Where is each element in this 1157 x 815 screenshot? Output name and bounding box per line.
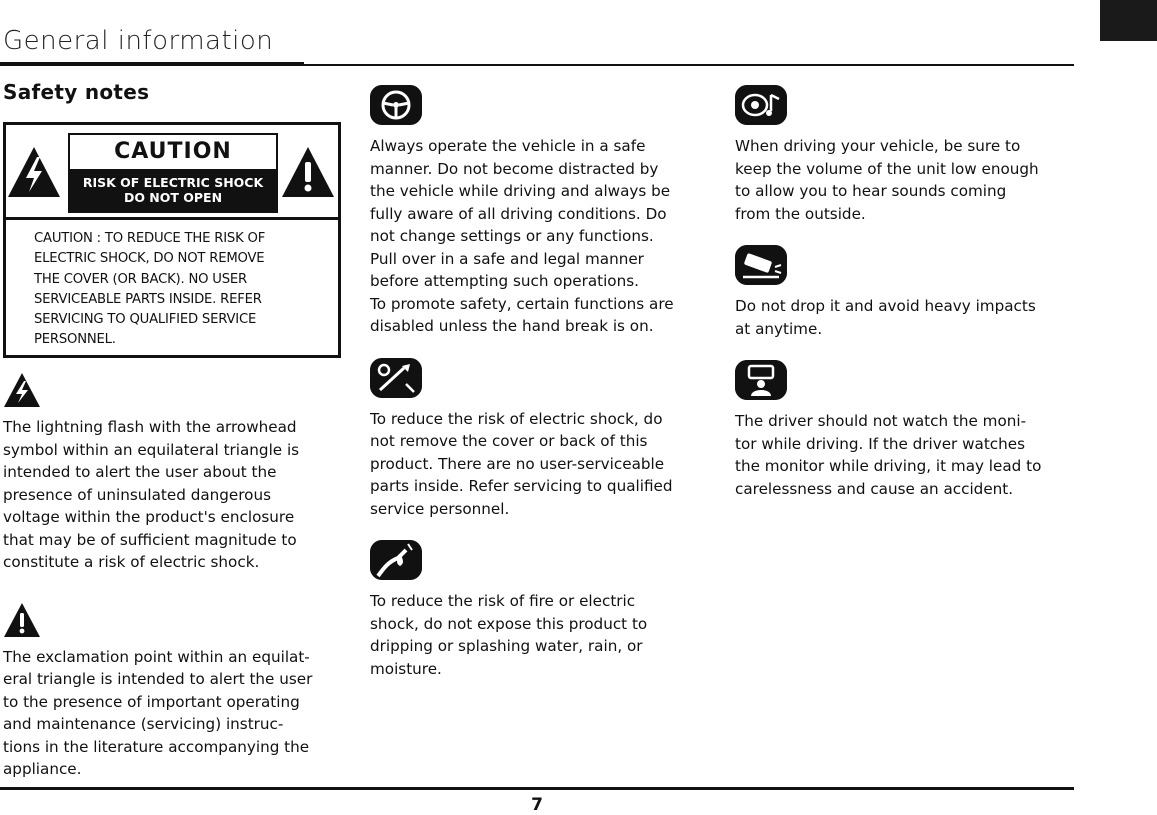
- screwdriver-icon: [370, 358, 422, 398]
- safety-note-drop: [735, 245, 1075, 340]
- safety-note-driving: [370, 85, 710, 338]
- section-title: Safety notes: [3, 80, 150, 104]
- exclamation-triangle-icon: [3, 602, 41, 638]
- header-rule: [0, 62, 304, 66]
- safety-note-water: [370, 540, 710, 680]
- lightning-description: The lightning flash with the arrowhead symbol within an equilateral triangle is intended to alert the user about the presence of uninsulated dangerous voltage within the product's enclosure that may be of sufficient magnitude to constitute a risk of electric shock.: [3, 418, 300, 571]
- caution-label-top: [6, 125, 338, 220]
- water-text: To reduce the risk of fire or electric shock, do not expose this product to dripping or splashing water, rain, or moisture.: [370, 592, 648, 678]
- lightning-triangle-icon: [6, 145, 62, 199]
- monitor-driver-icon: [735, 360, 787, 400]
- column-right: [735, 80, 1075, 520]
- caution-label: [3, 122, 341, 358]
- speaker-sound-icon: [735, 85, 787, 125]
- caution-text: CAUTION : TO REDUCE THE RISK OF ELECTRIC SHOCK, DO NOT REMOVE THE COVER (OR BACK). NO USER SERVICEABLE PARTS INSIDE. REFER SERVICING TO QUALIFIED SERVICE PERSONNEL.: [34, 231, 266, 348]
- cover-text: To reduce the risk of electric shock, do not remove the cover or back of this product. There are no user-serviceable parts inside. Refer servicing to qualified service personnel.: [370, 409, 673, 518]
- page-tab-marker: [1100, 0, 1157, 41]
- page-title: General information: [3, 26, 274, 56]
- safety-note-volume: [735, 85, 1075, 225]
- drop-text: Do not drop it and avoid heavy impacts at anytime.: [735, 297, 1036, 338]
- safety-note-monitor: [735, 360, 1075, 500]
- caution-badge: [68, 133, 278, 213]
- header-rule-thin: [304, 64, 1074, 66]
- steering-wheel-icon: [370, 85, 422, 125]
- page-number: 7: [531, 795, 543, 815]
- footer-rule: [0, 787, 1074, 790]
- lightning-triangle-icon: [3, 372, 41, 408]
- caution-subtitle: RISK OF ELECTRIC SHOCK DO NOT OPEN: [70, 169, 276, 211]
- exclamation-triangle-icon: [280, 145, 336, 199]
- column-middle: [370, 80, 710, 700]
- caution-word: CAUTION: [114, 139, 232, 164]
- safety-note-cover: [370, 358, 710, 521]
- exclamation-description: The exclamation point within an equilat- eral triangle is intended to alert the user to the presence of important operating and maintenance (servicing) instruc- tions in the literature accompanying the appliance.: [3, 647, 313, 778]
- volume-text: When driving your vehicle, be sure to keep the volume of the unit low enough to allow you to hear sounds coming from the outside.: [735, 137, 1039, 223]
- dropped-device-icon: [735, 245, 787, 285]
- monitor-text: The driver should not watch the moni- tor while driving. If the driver watches the monitor while driving, it may lead to carelessness and cause an accident.: [735, 412, 1042, 498]
- driving-text: Always operate the vehicle in a safe manner. Do not become distracted by the vehicle while driving and always be fully aware of all driving conditions. Do not change settings or any functions. Pull over in a safe and legal manner before attempting such operations. To promote safety, certain functions are disabled unless the hand break is on.: [370, 137, 674, 335]
- column-left: [3, 80, 339, 781]
- water-drop-hand-icon: [370, 540, 422, 580]
